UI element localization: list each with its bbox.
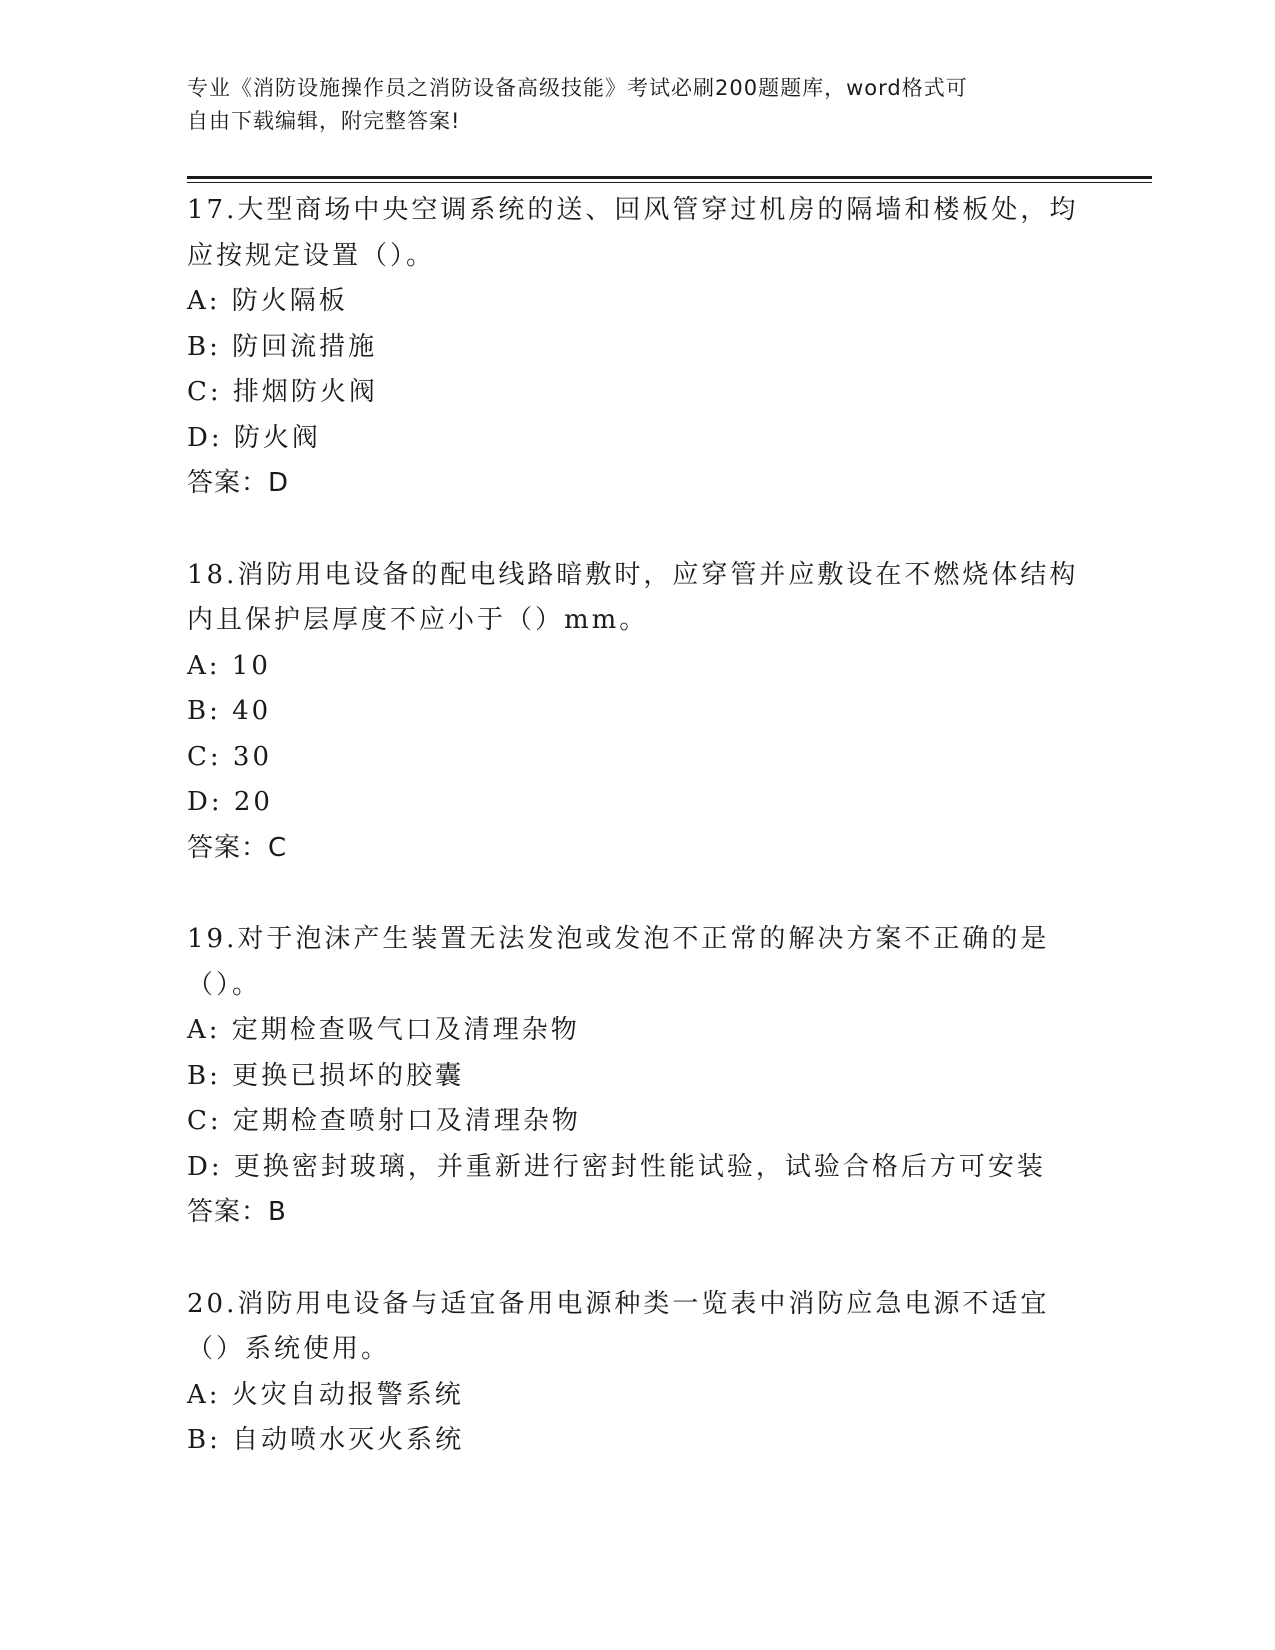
option-a: A: 定期检查吸气口及清理杂物 [187, 1015, 580, 1045]
answer-line: 答案：C [187, 832, 288, 863]
header-divider-thin [187, 182, 1152, 183]
option-b: B: 自动喷水灭火系统 [187, 1425, 465, 1455]
option-d: D: 更换密封玻璃，并重新进行密封性能试验，试验合格后方可安装 [187, 1151, 1046, 1182]
question-19 [187, 917, 1087, 1236]
question-20 [187, 1282, 1087, 1464]
option-a: A: 火灾自动报警系统 [187, 1379, 464, 1410]
header-divider-thick [187, 176, 1152, 179]
option-c: C: 定期检查喷射口及清理杂物 [187, 1106, 581, 1136]
option-c: C: 排烟防火阀 [187, 377, 378, 407]
option-a: A: 防火隔板 [187, 286, 348, 316]
option-b: B: 40 [187, 696, 272, 726]
option-d: D: 20 [187, 787, 273, 817]
header-line-2: 自由下载编辑，附完整答案! [187, 109, 461, 133]
option-b: B: 防回流措施 [187, 331, 378, 362]
question-stem: 20.消防用电设备与适宜备用电源种类一览表中消防应急电源不适宜（）系统使用。 [187, 1288, 1050, 1364]
answer-line: 答案：B [187, 1197, 287, 1227]
answer-line: 答案：D [187, 468, 290, 498]
question-stem: 19.对于泡沫产生装置无法发泡或发泡不正常的解决方案不正确的是（）。 [187, 924, 1050, 1000]
question-stem: 17.大型商场中央空调系统的送、回风管穿过机房的隔墙和楼板处，均应按规定设置（）。 [187, 195, 1079, 271]
header-line-1: 专业《消防设施操作员之消防设备高级技能》考试必刷200题题库，word格式可 [187, 76, 968, 100]
option-c: C: 30 [187, 741, 273, 772]
question-18 [187, 553, 1087, 872]
option-b: B: 更换已损坏的胶囊 [187, 1060, 465, 1091]
question-list [187, 188, 1087, 1510]
option-a: A: 10 [187, 650, 271, 681]
question-stem: 18.消防用电设备的配电线路暗敷时，应穿管并应敷设在不燃烧体结构内且保护层厚度不应小于（）mm。 [187, 559, 1079, 635]
option-d: D: 防火阀 [187, 422, 321, 453]
question-17 [187, 188, 1087, 507]
document-header [187, 72, 1067, 138]
